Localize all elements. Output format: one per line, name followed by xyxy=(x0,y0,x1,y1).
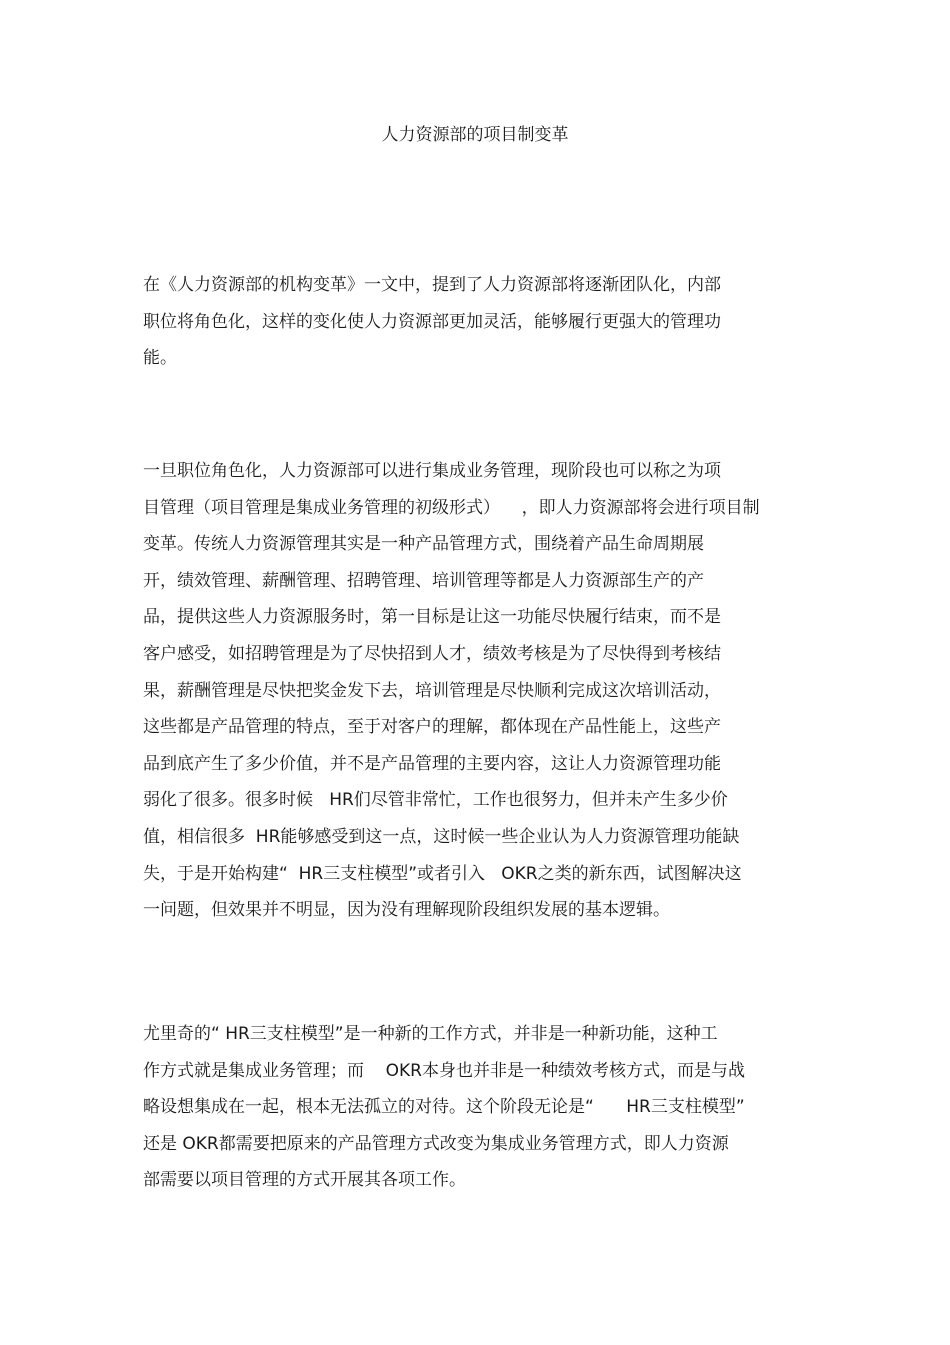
paragraph-line: 值，相信很多 HR能够感受到这一点，这时候一些企业认为人力资源管理功能缺 xyxy=(143,826,740,847)
paragraph-line: 一旦职位角色化，人力资源部可以进行集成业务管理，现阶段也可以称之为项 xyxy=(143,461,721,481)
paragraph-line: 目管理（项目管理是集成业务管理的初级形式） ，即人力资源部将会进行项目制 xyxy=(143,497,760,518)
paragraph-line: 失，于是开始构建“ HR三支柱模型”或者引入 OKR之类的新东西，试图解决这 xyxy=(143,863,742,884)
paragraph-3 xyxy=(143,1016,803,1199)
paragraph-line: 在《人力资源部的机构变革》一文中，提到了人力资源部将逐渐团队化，内部 xyxy=(143,275,721,295)
document-title: 人力资源部的项目制变革 xyxy=(381,125,569,145)
paragraph-line: 变革。传统人力资源管理其实是一种产品管理方式，围绕着产品生命周期展 xyxy=(143,534,704,555)
paragraph-line: 尤里奇的“ HR三支柱模型”是一种新的工作方式，并非是一种新功能，这种工 xyxy=(143,1024,718,1044)
paragraph-1 xyxy=(143,267,803,377)
paragraph-line: 一问题，但效果并不明显，因为没有理解现阶段组织发展的基本逻辑。 xyxy=(143,900,670,921)
paragraph-line: 部需要以项目管理的方式开展其各项工作。 xyxy=(143,1170,466,1191)
paragraph-line: 弱化了很多。很多时候 HR们尽管非常忙，工作也很努力，但并未产生多少价 xyxy=(143,790,728,811)
paragraph-2 xyxy=(143,453,803,929)
paragraph-line: 作方式就是集成业务管理；而 OKR本身也并非是一种绩效考核方式，而是与战 xyxy=(143,1060,745,1081)
paragraph-line: 略设想集成在一起，根本无法孤立的对待。这个阶段无论是“ HR三支柱模型” xyxy=(143,1097,745,1118)
paragraph-line: 能。 xyxy=(143,348,177,369)
paragraph-line: 这些都是产品管理的特点，至于对客户的理解，都体现在产品性能上，这些产 xyxy=(143,717,721,738)
paragraph-line: 开，绩效管理、薪酬管理、招聘管理、培训管理等都是人力资源部生产的产 xyxy=(143,570,704,591)
paragraph-line: 品到底产生了多少价值，并不是产品管理的主要内容，这让人力资源管理功能 xyxy=(143,753,721,774)
paragraph-line: 客户感受，如招聘管理是为了尽快招到人才，绩效考核是为了尽快得到考核结 xyxy=(143,643,721,664)
paragraph-line: 职位将角色化，这样的变化使人力资源部更加灵活，能够履行更强大的管理功 xyxy=(143,311,721,332)
paragraph-line: 还是 OKR都需要把原来的产品管理方式改变为集成业务管理方式，即人力资源 xyxy=(143,1133,729,1154)
paragraph-line: 品，提供这些人力资源服务时，第一目标是让这一功能尽快履行结束，而不是 xyxy=(143,607,721,628)
paragraph-line: 果，薪酬管理是尽快把奖金发下去，培训管理是尽快顺利完成这次培训活动， xyxy=(143,680,721,701)
